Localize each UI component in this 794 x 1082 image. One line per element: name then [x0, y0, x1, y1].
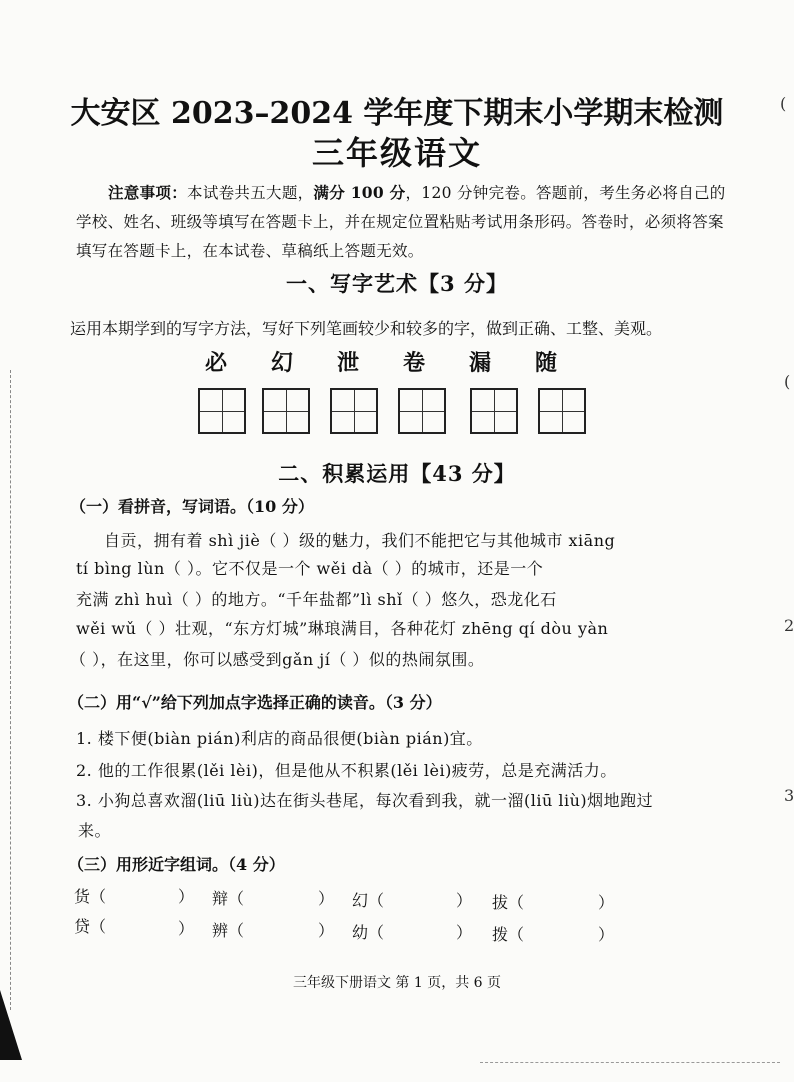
section-2-heading: 二、积累运用【43 分】 — [278, 461, 516, 486]
writing-grid-box — [330, 388, 378, 434]
section-1-heading: 一、写字艺术【3 分】 — [286, 271, 508, 296]
word-group-cell: ） — [178, 919, 195, 938]
notice-paragraph — [76, 178, 726, 266]
practice-char: 必 — [205, 350, 228, 376]
notice-text-2: ，120 分钟完卷。答题前，考生务必将自己的学校、姓名、班级等填写在答题卡上，并在规定位置粘贴考试用条形码。答卷时，必须将答案填写在答题卡上，在本试卷、草稿纸上答题无效。 — [76, 184, 726, 260]
part-1-line: 充满 zhì huì（ ）的地方。“千年盐都”lì shǐ（ ）悠久，恐龙化石 — [76, 590, 557, 609]
word-group-cell: ） — [178, 887, 195, 906]
scan-corner-shadow — [0, 990, 22, 1060]
practice-char: 漏 — [469, 350, 492, 376]
margin-mark: 3 — [784, 786, 794, 805]
word-group-cell: ） — [456, 891, 473, 910]
word-group-cell: 拔（ — [492, 893, 525, 912]
margin-mark: ( — [780, 94, 787, 113]
practice-char: 随 — [535, 350, 558, 376]
exam-title: 大安区 2023–2024 学年度下期末小学期末检测 — [70, 96, 724, 131]
part-1-line: tí bìng lùn（ ）。它不仅是一个 wěi dà（ ）的城市，还是一个 — [76, 559, 544, 578]
practice-characters — [205, 346, 601, 377]
part-2-item: 1. 楼下便(biàn pián)利店的商品很便(biàn pián)宜。 — [76, 729, 483, 748]
page-footer: 三年级下册语文 第 1 页，共 6 页 — [292, 975, 502, 991]
writing-grid-box — [398, 388, 446, 434]
writing-grid-box — [538, 388, 586, 434]
exam-subtitle: 三年级语文 — [311, 134, 482, 172]
part-1-line: （ ），在这里，你可以感受到gǎn jí（ ）似的热闹氛围。 — [70, 650, 485, 669]
part-3-heading: （三）用形近字组词。（4 分） — [68, 855, 285, 874]
part-2-item: 来。 — [78, 821, 112, 840]
word-group-cell: 幼（ — [352, 923, 385, 942]
part-2-item: 3. 小狗总喜欢溜(liū liù)达在街头巷尾，每次看到我，就一溜(liū liù)烟地跑过 — [76, 791, 654, 810]
notice-label: 注意事项： — [108, 183, 188, 202]
part-2-item: 2. 他的工作很累(lěi lèi)，但是他从不积累(lěi lèi)疲劳，总是充满活力。 — [76, 761, 617, 780]
practice-char: 泄 — [337, 350, 360, 376]
word-group-cell: 拨（ — [492, 925, 525, 944]
margin-mark: ( — [784, 372, 791, 391]
part-1-line: wěi wǔ（ ）壮观，“东方灯城”琳琅满目，各种花灯 zhēng qí dòu yàn — [76, 619, 609, 638]
writing-grid-box — [470, 388, 518, 434]
word-group-cell: ） — [318, 921, 335, 940]
word-group-cell: 辩（ — [212, 889, 245, 908]
word-group-cell: ） — [598, 893, 615, 912]
bottom-dashed-line — [480, 1062, 780, 1063]
writing-grid-box — [262, 388, 310, 434]
practice-char: 幻 — [271, 350, 294, 376]
word-group-cell: 贷（ — [74, 917, 107, 936]
margin-mark: 2 — [784, 616, 794, 635]
section-1-instruction: 运用本期学到的写字方法，写好下列笔画较少和较多的字，做到正确、工整、美观。 — [70, 319, 663, 338]
writing-grid-box — [198, 388, 246, 434]
word-group-cell: 幻（ — [352, 891, 385, 910]
part-1-heading: （一）看拼音，写词语。（10 分） — [70, 497, 314, 516]
part-1-line: 自贡，拥有着 shì jiè（ ）级的魅力，我们不能把它与其他城市 xiāng — [104, 531, 616, 550]
notice-full-marks: 满分 100 分 — [313, 183, 406, 202]
practice-char: 卷 — [403, 350, 426, 376]
word-group-cell: 辨（ — [212, 921, 245, 940]
part-2-heading: （二）用“√”给下列加点字选择正确的读音。（3 分） — [68, 693, 442, 712]
word-group-cell: ） — [318, 889, 335, 908]
word-group-cell: ） — [456, 923, 473, 942]
notice-text-1: 本试卷共五大题， — [187, 184, 314, 202]
word-group-cell: ） — [598, 925, 615, 944]
word-group-cell: 货（ — [74, 887, 107, 906]
